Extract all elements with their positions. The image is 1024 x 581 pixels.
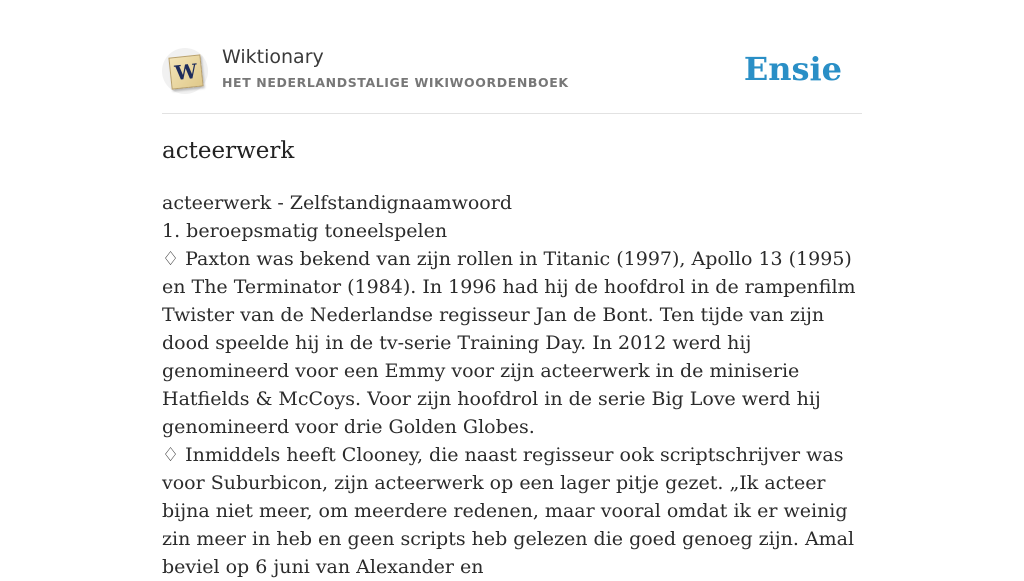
ensie-brand-logo[interactable]: Ensie <box>743 50 842 88</box>
entry-pos-line: acteerwerk - Zelfstandignaamwoord <box>162 192 512 214</box>
wiktionary-logo[interactable] <box>162 48 208 94</box>
site-subtitle: HET NEDERLANDSTALIGE WIKIWOORDENBOEK <box>222 75 569 90</box>
logo-letter: W <box>173 58 199 86</box>
entry-title: acteerwerk <box>162 138 295 164</box>
entry-example-1: ♢ Paxton was bekend van zijn rollen in Titanic (1997), Apollo 13 (1995) en The Terminator (1984). In 1996 had hij de hoofdrol in de rampenfilm Twister van de Nederlandse regisseur Jan de Bont. Ten tijde van zijn dood speelde hij in de tv-serie Training Day. In 2012 werd hij genomineerd voor een Emmy voor zijn acteerwerk in de miniserie Hatfields & McCoys. Voor zijn hoofdrol in de serie Big Love werd hij genomineerd voor drie Golden Globes. <box>162 248 856 438</box>
site-title[interactable]: Wiktionary <box>222 46 324 68</box>
header <box>162 44 862 114</box>
header-divider <box>162 113 862 114</box>
entry-content <box>162 189 862 581</box>
logo-tile-icon <box>168 54 203 89</box>
entry-example-2: ♢ Inmiddels heeft Clooney, die naast regisseur ook scriptschrijver was voor Suburbicon, zijn acteerwerk op een lager pitje gezet. „Ik acteer bijna niet meer, om meerdere redenen, maar vooral omdat ik er weinig zin meer in heb en geen scripts heb gelezen die goed genoeg zijn. Amal beviel op 6 juni van Alexander en <box>162 444 855 578</box>
entry-definition: 1. beroepsmatig toneelspelen <box>162 220 448 242</box>
